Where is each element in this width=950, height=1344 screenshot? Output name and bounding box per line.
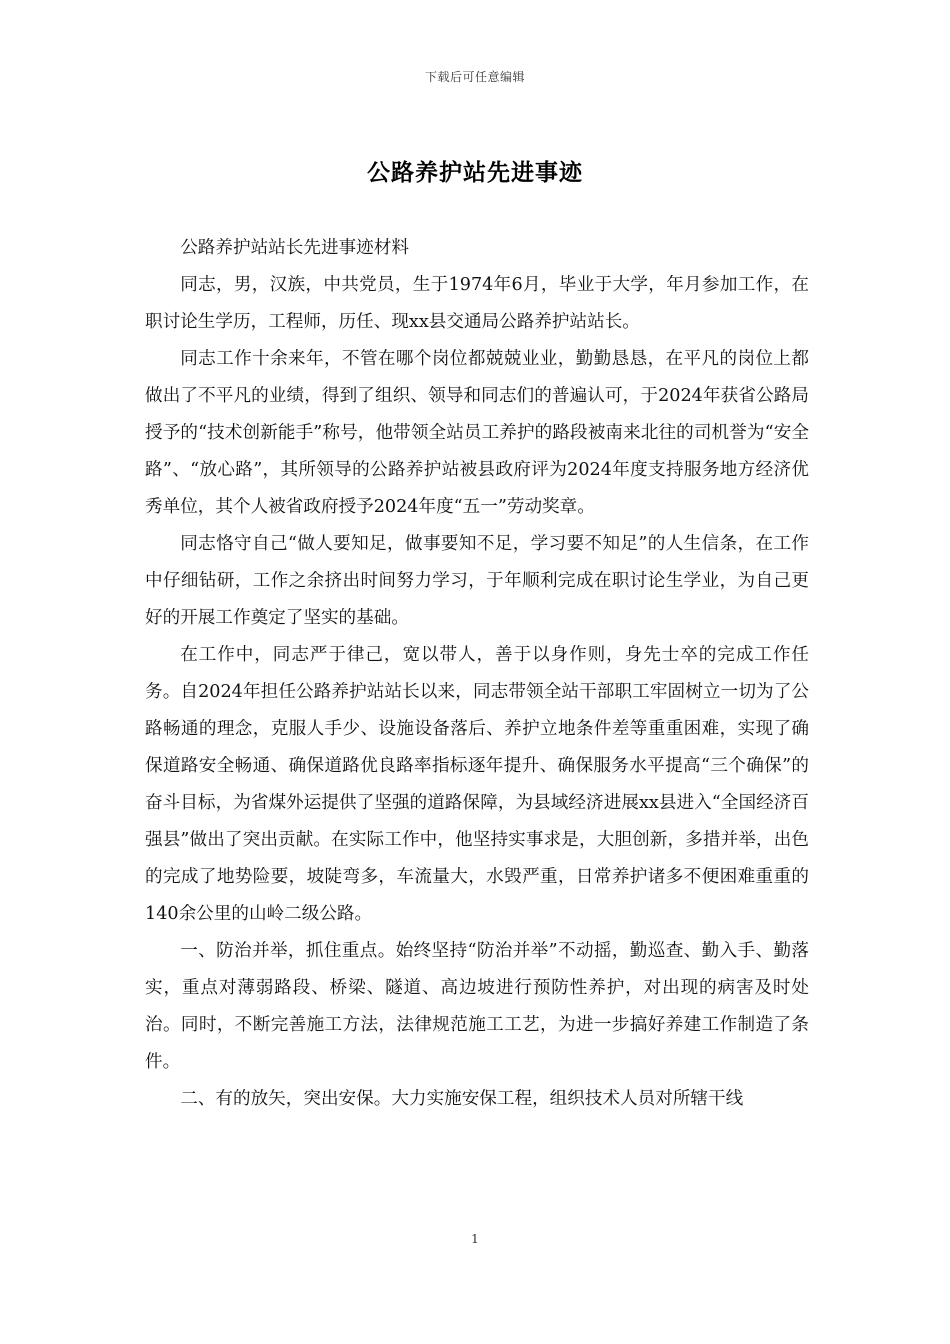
- paragraph-subtitle: 公路养护站站长先进事迹材料: [180, 238, 409, 258]
- paragraph-point-two: 二、有的放矢，突出安保。大力实施安保工程，组织技术人员对所辖干线: [180, 1089, 744, 1109]
- paragraph-motto: 同志恪守自己“做人要知足，做事要知不足，学习要不知足”的人生信条，在工作中仔细钻研，工作之余挤出时间努力学习，于年顺利完成在职讨论生学业，为自己更好的开展工作奠定了坚实的基础。: [145, 534, 809, 628]
- header-note: 下载后可任意编辑: [424, 70, 525, 84]
- paragraph-intro: 同志，男，汉族，中共党员，生于1974年6月，毕业于大学，年月参加工作，在职讨论生学历，工程师，历任、现xx县交通局公路养护站站长。: [145, 275, 809, 332]
- paragraph-work: 在工作中，同志严于律己，宽以带人，善于以身作则，身先士卒的完成工作任务。自2024年担任公路养护站站长以来，同志带领全站干部职工牢固树立一切为了公路畅通的理念，克服人手少、设施设备落后、养护立地条件差等重重困难，实现了确保道路安全畅通、确保道路优良路率指标逐年提升、确保服务水平提高“三个确保”的奋斗目标，为省煤外运提供了坚强的道路保障，为县域经济进展xx县进入“全国经济百强县”做出了突出贡献。在实际工作中，他坚持实事求是，大胆创新，多措并举，出色的完成了地势险要，坡陡弯多，车流量大，水毁严重，日常养护诸多不便困难重重的140余公里的山岭二级公路。: [145, 645, 809, 924]
- page-number: 1: [471, 1232, 479, 1246]
- document-title: 公路养护站先进事迹: [367, 159, 583, 186]
- paragraph-achievements: 同志工作十余来年，不管在哪个岗位都兢兢业业，勤勤恳恳，在平凡的岗位上都做出了不平凡的业绩，得到了组织、领导和同志们的普遍认可，于2024年获省公路局授予的“技术创新能手”称号，他带领全站员工养护的路段被南来北往的司机誉为“安全路”、“放心路”，其所领导的公路养护站被县政府评为2024年度支持服务地方经济优秀单位，其个人被省政府授予2024年度“五一”劳动奖章。: [145, 349, 809, 517]
- paragraph-point-one: 一、防治并举，抓住重点。始终坚持“防治并举”不动摇，勤巡查、勤入手、勤落实，重点对薄弱路段、桥梁、隧道、高边坡进行预防性养护，对出现的病害及时处治。同时，不断完善施工方法，法律规范施工工艺，为进一步搞好养建工作制造了条件。: [145, 941, 809, 1072]
- document-body: [145, 230, 809, 1118]
